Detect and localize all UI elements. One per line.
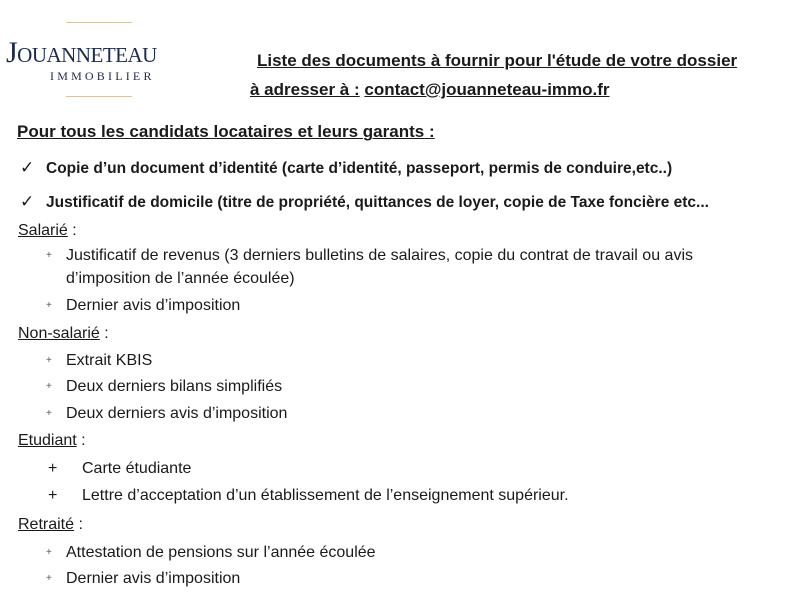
list-item-text: Deux derniers bilans simplifiés xyxy=(66,378,283,395)
category-title: Retraité xyxy=(18,516,75,533)
list-item xyxy=(46,350,152,372)
plus-bullet-icon: + xyxy=(46,573,52,584)
header-send-label: à adresser à : xyxy=(250,80,360,99)
category-heading-retraite xyxy=(18,516,83,534)
category-heading-salarie xyxy=(18,222,77,240)
checkmark-icon: ✓ xyxy=(20,192,35,211)
general-item-text: Copie d’un document d’identité (carte d’identité, passeport, permis de conduire,etc..) xyxy=(46,160,673,177)
logo-bottom-rule xyxy=(66,96,132,97)
header-title: Liste des documents à fournir pour l'étude de votre dossier xyxy=(257,51,738,70)
plus-bullet-icon: + xyxy=(46,547,52,558)
category-heading-etudiant xyxy=(18,432,86,450)
checkmark-icon: ✓ xyxy=(20,158,35,177)
plus-bullet-icon: + xyxy=(48,487,58,504)
document-header xyxy=(250,46,737,104)
category-colon: : xyxy=(67,222,77,239)
list-item-text: Lettre d’acceptation d’un établissement de l’enseignement supérieur. xyxy=(82,487,569,504)
list-item-text: Deux derniers avis d’imposition xyxy=(66,405,288,422)
general-item xyxy=(20,158,672,178)
category-title: Salarié xyxy=(18,222,68,239)
list-item xyxy=(46,245,693,267)
section-title-text: Pour tous les candidats locataires et leurs garants xyxy=(17,122,425,141)
general-item-text: Justificatif de domicile (titre de propriété, quittances de loyer, copie de Taxe foncière etc... xyxy=(46,194,709,211)
category-colon: : xyxy=(76,432,86,449)
list-item-text: d’imposition de l’année écoulée) xyxy=(66,270,295,287)
list-item-text: Dernier avis d’imposition xyxy=(66,297,241,314)
list-item xyxy=(46,485,569,507)
list-item xyxy=(46,568,240,590)
plus-bullet-icon: + xyxy=(46,381,52,392)
list-item xyxy=(46,542,376,564)
list-item-text: Extrait KBIS xyxy=(66,352,153,369)
section-title-colon: : xyxy=(428,122,435,141)
logo-top-rule xyxy=(66,22,132,23)
list-item xyxy=(46,458,191,480)
list-item-text: Dernier avis d’imposition xyxy=(66,570,241,587)
plus-bullet-icon: + xyxy=(48,460,58,477)
plus-bullet-icon: + xyxy=(46,408,52,419)
company-logo xyxy=(0,22,200,102)
general-item xyxy=(20,192,709,212)
logo-name: Jouanneteau xyxy=(6,36,157,69)
category-title: Non-salarié xyxy=(18,325,100,342)
category-colon: : xyxy=(74,516,83,533)
list-item-text: Carte étudiante xyxy=(82,460,192,477)
section-title xyxy=(17,122,435,142)
logo-subtitle: IMMOBILIER xyxy=(50,69,155,83)
list-item xyxy=(46,295,240,317)
plus-bullet-icon: + xyxy=(46,250,52,261)
category-heading-non-salarie xyxy=(18,325,109,343)
category-title: Etudiant xyxy=(18,432,77,449)
category-colon: : xyxy=(99,325,109,342)
header-email: contact@jouanneteau-immo.fr xyxy=(364,80,610,99)
list-item-text: Justificatif de revenus (3 derniers bulletins de salaires, copie du contrat de travail ou avis xyxy=(66,247,693,264)
list-item xyxy=(46,403,287,425)
plus-bullet-icon: + xyxy=(46,300,52,311)
list-item-continuation xyxy=(66,268,295,290)
plus-bullet-icon: + xyxy=(46,355,52,366)
list-item xyxy=(46,376,282,398)
list-item-text: Attestation de pensions sur l’année écoulée xyxy=(66,544,376,561)
